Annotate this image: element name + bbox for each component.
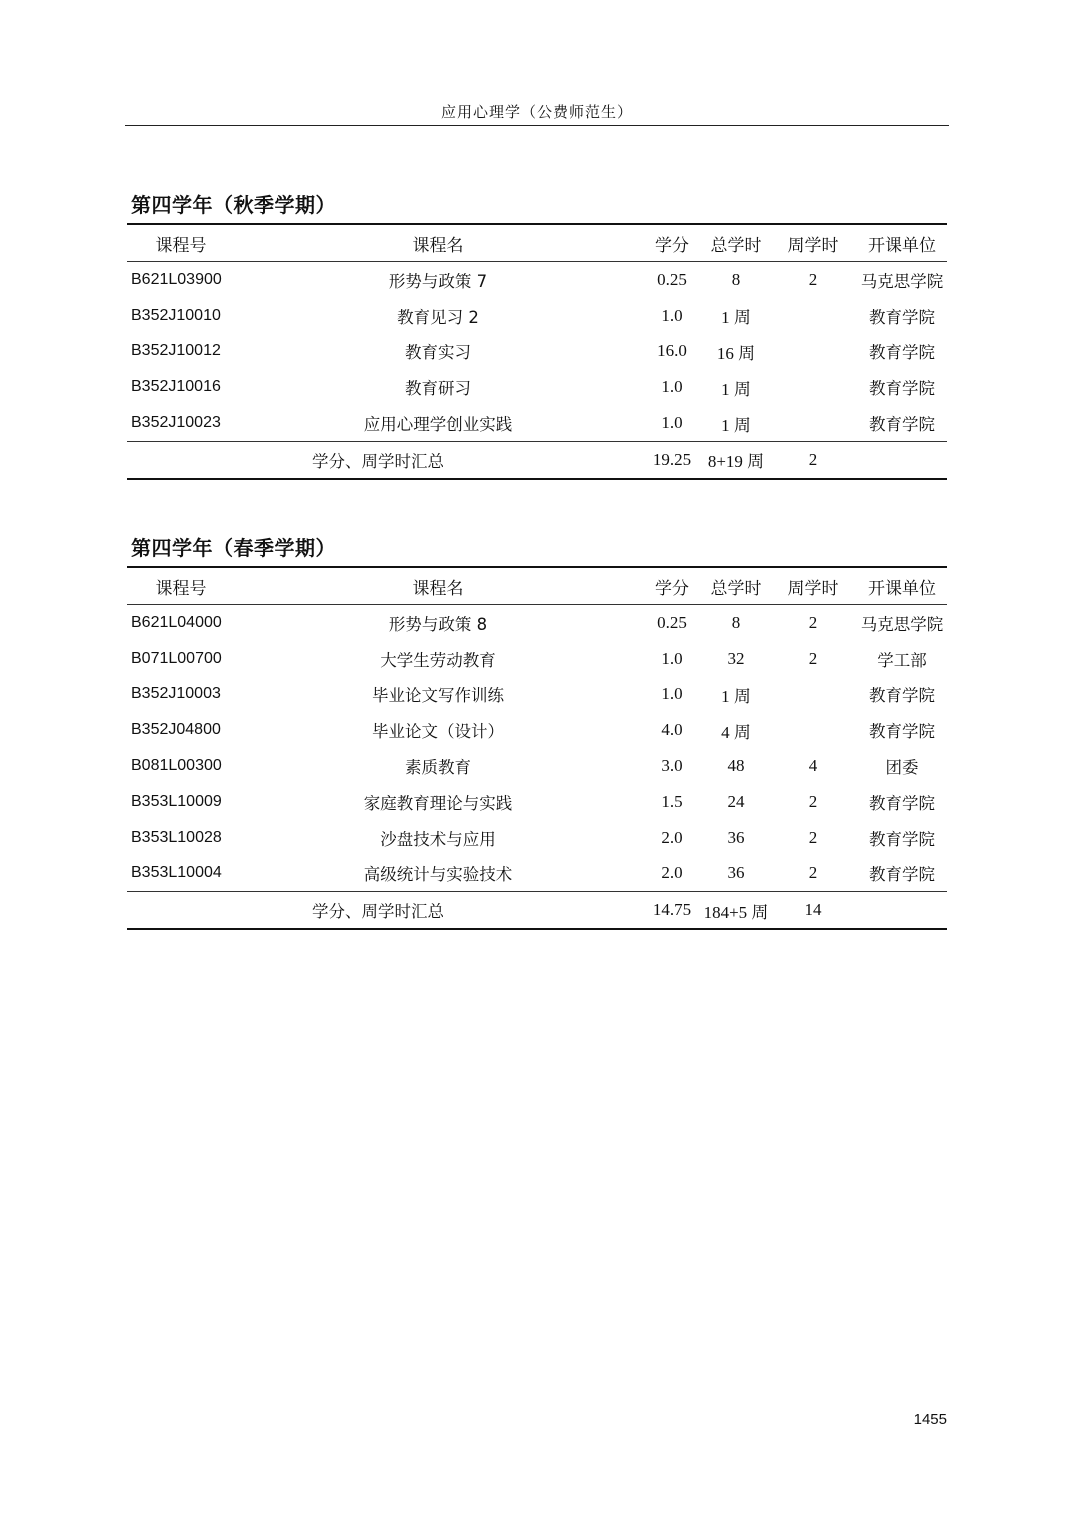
course-table-autumn: [127, 223, 947, 480]
column-header-credit: 学分: [655, 235, 689, 256]
course-credit: 1.0: [661, 305, 683, 325]
total-credit: 14.75: [652, 900, 692, 920]
table-row: [127, 262, 947, 298]
column-header-weekly: 周学时: [787, 235, 839, 256]
course-credit: 3.0: [661, 756, 683, 776]
course-name: 沙盘技术与应用: [380, 829, 496, 849]
total-credit: 19.25: [652, 449, 692, 469]
column-header-hours: 总学时: [710, 578, 762, 599]
total-hours: 184+5 周: [703, 902, 769, 922]
course-code: B621L04000: [131, 613, 222, 631]
course-weekly: 2: [808, 269, 818, 289]
course-name: 毕业论文写作训练: [372, 686, 504, 706]
total-row: [127, 892, 947, 930]
course-weekly: 2: [808, 612, 818, 632]
column-header-credit: 学分: [655, 578, 689, 599]
section-title-spring: 第四学年（春季学期）: [131, 536, 336, 560]
column-header-name: 课程名: [412, 578, 464, 599]
course-credit: 2.0: [661, 827, 683, 847]
course-weekly: [769, 369, 857, 405]
course-credit: 2.0: [661, 863, 683, 883]
course-hours: 8: [731, 612, 741, 632]
course-hours: 24: [727, 791, 745, 811]
course-name: 素质教育: [405, 758, 471, 778]
course-name: 毕业论文（设计）: [372, 722, 504, 742]
course-name: 应用心理学创业实践: [363, 415, 513, 435]
course-credit: 16.0: [657, 341, 687, 361]
course-credit: 4.0: [661, 720, 683, 740]
course-code: B081L00300: [131, 757, 222, 775]
course-credit: 1.0: [661, 684, 683, 704]
course-hours: 8: [731, 269, 741, 289]
course-unit: 教育学院: [869, 829, 935, 849]
page-number: 1455: [913, 1411, 947, 1428]
course-code: B353L10009: [131, 792, 222, 810]
table-row: [127, 677, 947, 713]
total-label: 学分、周学时汇总: [312, 902, 444, 922]
column-header-code: 课程号: [155, 578, 207, 599]
total-row: [127, 441, 947, 479]
course-hours: 1 周: [721, 379, 751, 399]
table-row: [127, 641, 947, 677]
total-hours: 8+19 周: [707, 452, 765, 472]
course-code: B621L03900: [131, 270, 222, 288]
course-weekly: 2: [808, 863, 818, 883]
course-unit: 马克思学院: [860, 614, 944, 634]
table-row: [127, 605, 947, 641]
course-unit: 教育学院: [869, 307, 935, 327]
table-row: [127, 298, 947, 334]
course-code: B352J10016: [131, 378, 221, 396]
course-credit: 1.0: [661, 377, 683, 397]
course-weekly: 4: [808, 756, 818, 776]
table-row: [127, 856, 947, 892]
course-name: 教育见习 2: [397, 307, 479, 327]
course-code: B352J10012: [131, 342, 221, 360]
course-hours: 36: [727, 863, 745, 883]
table-row: [127, 334, 947, 370]
course-code: B352J10023: [131, 414, 221, 432]
column-header-unit: 开课单位: [868, 235, 936, 256]
column-header-hours: 总学时: [710, 235, 762, 256]
course-unit: 教育学院: [869, 686, 935, 706]
course-hours: 32: [727, 648, 745, 668]
course-name: 形势与政策 7: [388, 271, 488, 291]
column-header-code: 课程号: [155, 235, 207, 256]
table-row: [127, 748, 947, 784]
course-credit: 1.0: [661, 413, 683, 433]
header-rule: [125, 125, 949, 126]
column-header-name: 课程名: [412, 235, 464, 256]
table-row: [127, 712, 947, 748]
course-weekly: [769, 712, 857, 748]
course-name: 家庭教育理论与实践: [363, 793, 513, 813]
course-weekly: [769, 334, 857, 370]
course-hours: 16 周: [716, 343, 756, 363]
course-unit: 教育学院: [869, 415, 935, 435]
column-header-unit: 开课单位: [868, 578, 936, 599]
course-hours: 4 周: [721, 722, 751, 742]
course-credit: 1.0: [661, 648, 683, 668]
section-title-autumn: 第四学年（秋季学期）: [131, 193, 336, 217]
course-unit: 教育学院: [869, 722, 935, 742]
course-credit: 0.25: [657, 612, 687, 632]
course-credit: 0.25: [657, 269, 687, 289]
table-row: [127, 369, 947, 405]
course-unit: 教育学院: [869, 343, 935, 363]
course-unit: 教育学院: [869, 379, 935, 399]
table-row: [127, 820, 947, 856]
table-row: [127, 405, 947, 441]
course-weekly: [769, 298, 857, 334]
course-code: B352J10003: [131, 685, 221, 703]
course-unit: 教育学院: [869, 865, 935, 885]
course-hours: 1 周: [721, 308, 751, 328]
running-header: 应用心理学（公费师范生）: [440, 103, 633, 121]
table-header-row: [127, 567, 947, 605]
course-unit: 学工部: [877, 650, 927, 670]
course-weekly: [769, 405, 857, 441]
table-row: [127, 784, 947, 820]
course-weekly: [769, 677, 857, 713]
course-table-spring: [127, 566, 947, 930]
total-weekly: 2: [808, 449, 818, 469]
course-name: 大学生劳动教育: [380, 650, 496, 670]
course-code: B352J04800: [131, 721, 221, 739]
total-label: 学分、周学时汇总: [312, 451, 444, 471]
course-unit: 马克思学院: [860, 271, 944, 291]
course-name: 高级统计与实验技术: [363, 865, 513, 885]
course-weekly: 2: [808, 791, 818, 811]
course-weekly: 2: [808, 648, 818, 668]
course-unit: 教育学院: [869, 793, 935, 813]
column-header-weekly: 周学时: [787, 578, 839, 599]
course-unit: 团委: [885, 758, 919, 778]
course-credit: 1.5: [661, 791, 683, 811]
course-hours: 1 周: [721, 686, 751, 706]
table-header-row: [127, 224, 947, 262]
course-code: B071L00700: [131, 649, 222, 667]
course-hours: 36: [727, 827, 745, 847]
course-hours: 48: [727, 756, 745, 776]
course-code: B353L10004: [131, 864, 222, 882]
total-weekly: 14: [804, 900, 822, 920]
course-name: 教育研习: [405, 379, 471, 399]
course-code: B352J10010: [131, 306, 221, 324]
course-weekly: 2: [808, 827, 818, 847]
course-name: 教育实习: [405, 343, 471, 363]
course-name: 形势与政策 8: [388, 614, 488, 634]
course-hours: 1 周: [721, 415, 751, 435]
course-code: B353L10028: [131, 828, 222, 846]
